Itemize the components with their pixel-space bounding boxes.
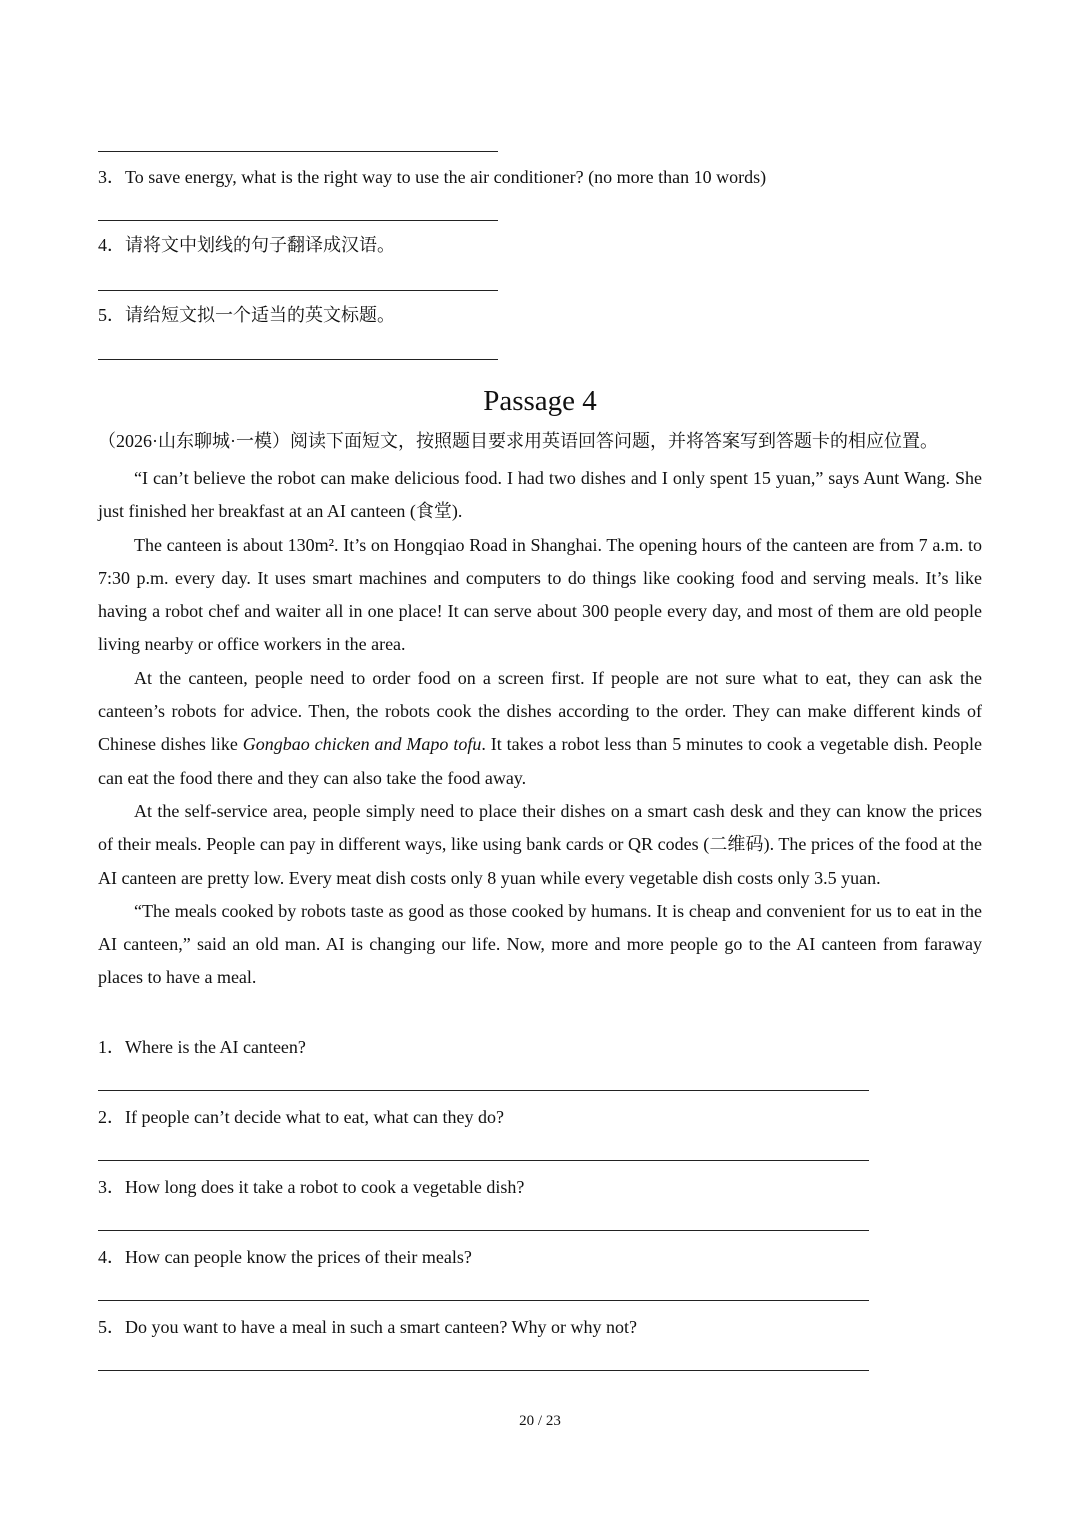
question-number: 4． xyxy=(98,1247,125,1267)
answer-line xyxy=(98,151,498,152)
passage-title: Passage 4 xyxy=(483,385,597,417)
question-number: 3． xyxy=(98,1177,125,1197)
paragraph-text: At the canteen, people need to order food on a screen first. If people are not sure what to eat, they can ask the canteen’s robots for advice. Then, the robots cook the dishes according to the order. They can make different kinds of Chinese dishes like xyxy=(98,667,982,755)
answer-line xyxy=(98,1160,869,1161)
question-item xyxy=(98,1315,637,1339)
paragraph: “The meals cooked by robots taste as good as those cooked by humans. It is cheap and convenient for us to eat in the AI canteen,” said an old man. AI is changing our life. Now, more and more people go to the AI canteen from faraway places to have a meal. xyxy=(98,900,982,988)
page-number: 20 / 23 xyxy=(519,1413,561,1429)
question-item xyxy=(98,165,766,189)
paragraph xyxy=(98,662,982,795)
question-text: 请给短文拟一个适当的英文标题。 xyxy=(125,305,395,325)
instruction: （2026·山东聊城·一模）阅读下面短文，按照题目要求用英语回答问题，并将答案写到答题卡的相应位置。 xyxy=(98,431,938,451)
question-item xyxy=(98,303,395,327)
question-item xyxy=(98,1035,306,1059)
paragraph: At the self-service area, people simply need to place their dishes on a smart cash desk and they can know the prices of their meals. People can pay in different ways, like using bank cards or QR codes (二维码). The prices of the food at the AI canteen are pretty low. Every meat dish costs only 8 yuan while every vegetable dish costs only 3.5 yuan. xyxy=(98,800,982,888)
answer-line xyxy=(98,1370,869,1371)
answer-line xyxy=(98,1230,869,1231)
answer-line xyxy=(98,220,498,221)
dish-names: Gongbao chicken and Mapo tofu xyxy=(242,734,482,755)
question-text: How can people know the prices of their meals? xyxy=(125,1247,472,1267)
question-number: 5． xyxy=(98,1317,125,1337)
answer-line xyxy=(98,290,498,291)
question-number: 2． xyxy=(98,1107,125,1127)
paragraph: The canteen is about 130m². It’s on Hongqiao Road in Shanghai. The opening hours of the canteen are from 7 a.m. to 7:30 p.m. every day. It uses smart machines and computers to do things like cooking food and serving meals. It’s like having a robot chef and waiter all in one place! It can serve about 300 people every day, and most of them are old people living nearby or office workers in the area. xyxy=(98,534,982,655)
question-number: 4． xyxy=(98,235,125,255)
question-text: Where is the AI canteen? xyxy=(125,1037,306,1057)
answer-line xyxy=(98,359,498,360)
question-number: 3． xyxy=(98,167,125,187)
passage-body xyxy=(98,462,982,995)
question-text: To save energy, what is the right way to use the air conditioner? (no more than 10 words) xyxy=(125,167,767,187)
answer-line xyxy=(98,1300,869,1301)
question-number: 5． xyxy=(98,305,125,325)
question-text: How long does it take a robot to cook a vegetable dish? xyxy=(125,1177,525,1197)
question-item xyxy=(98,1105,504,1129)
question-text: Do you want to have a meal in such a smart canteen? Why or why not? xyxy=(125,1317,638,1337)
answer-line xyxy=(98,1090,869,1091)
question-item xyxy=(98,1175,524,1199)
question-text: If people can’t decide what to eat, what can they do? xyxy=(125,1107,505,1127)
question-number: 1． xyxy=(98,1037,125,1057)
question-item xyxy=(98,233,395,257)
question-text: 请将文中划线的句子翻译成汉语。 xyxy=(125,235,395,255)
question-item xyxy=(98,1245,472,1269)
paragraph: “I can’t believe the robot can make delicious food. I had two dishes and I only spent 15 yuan,” says Aunt Wang. She just finished her breakfast at an AI canteen (食堂). xyxy=(98,468,982,522)
paragraph-text: . It takes a robot less than 5 minutes to cook a vegetable dish. People can eat the food there and they can also take the food away. xyxy=(98,734,983,788)
